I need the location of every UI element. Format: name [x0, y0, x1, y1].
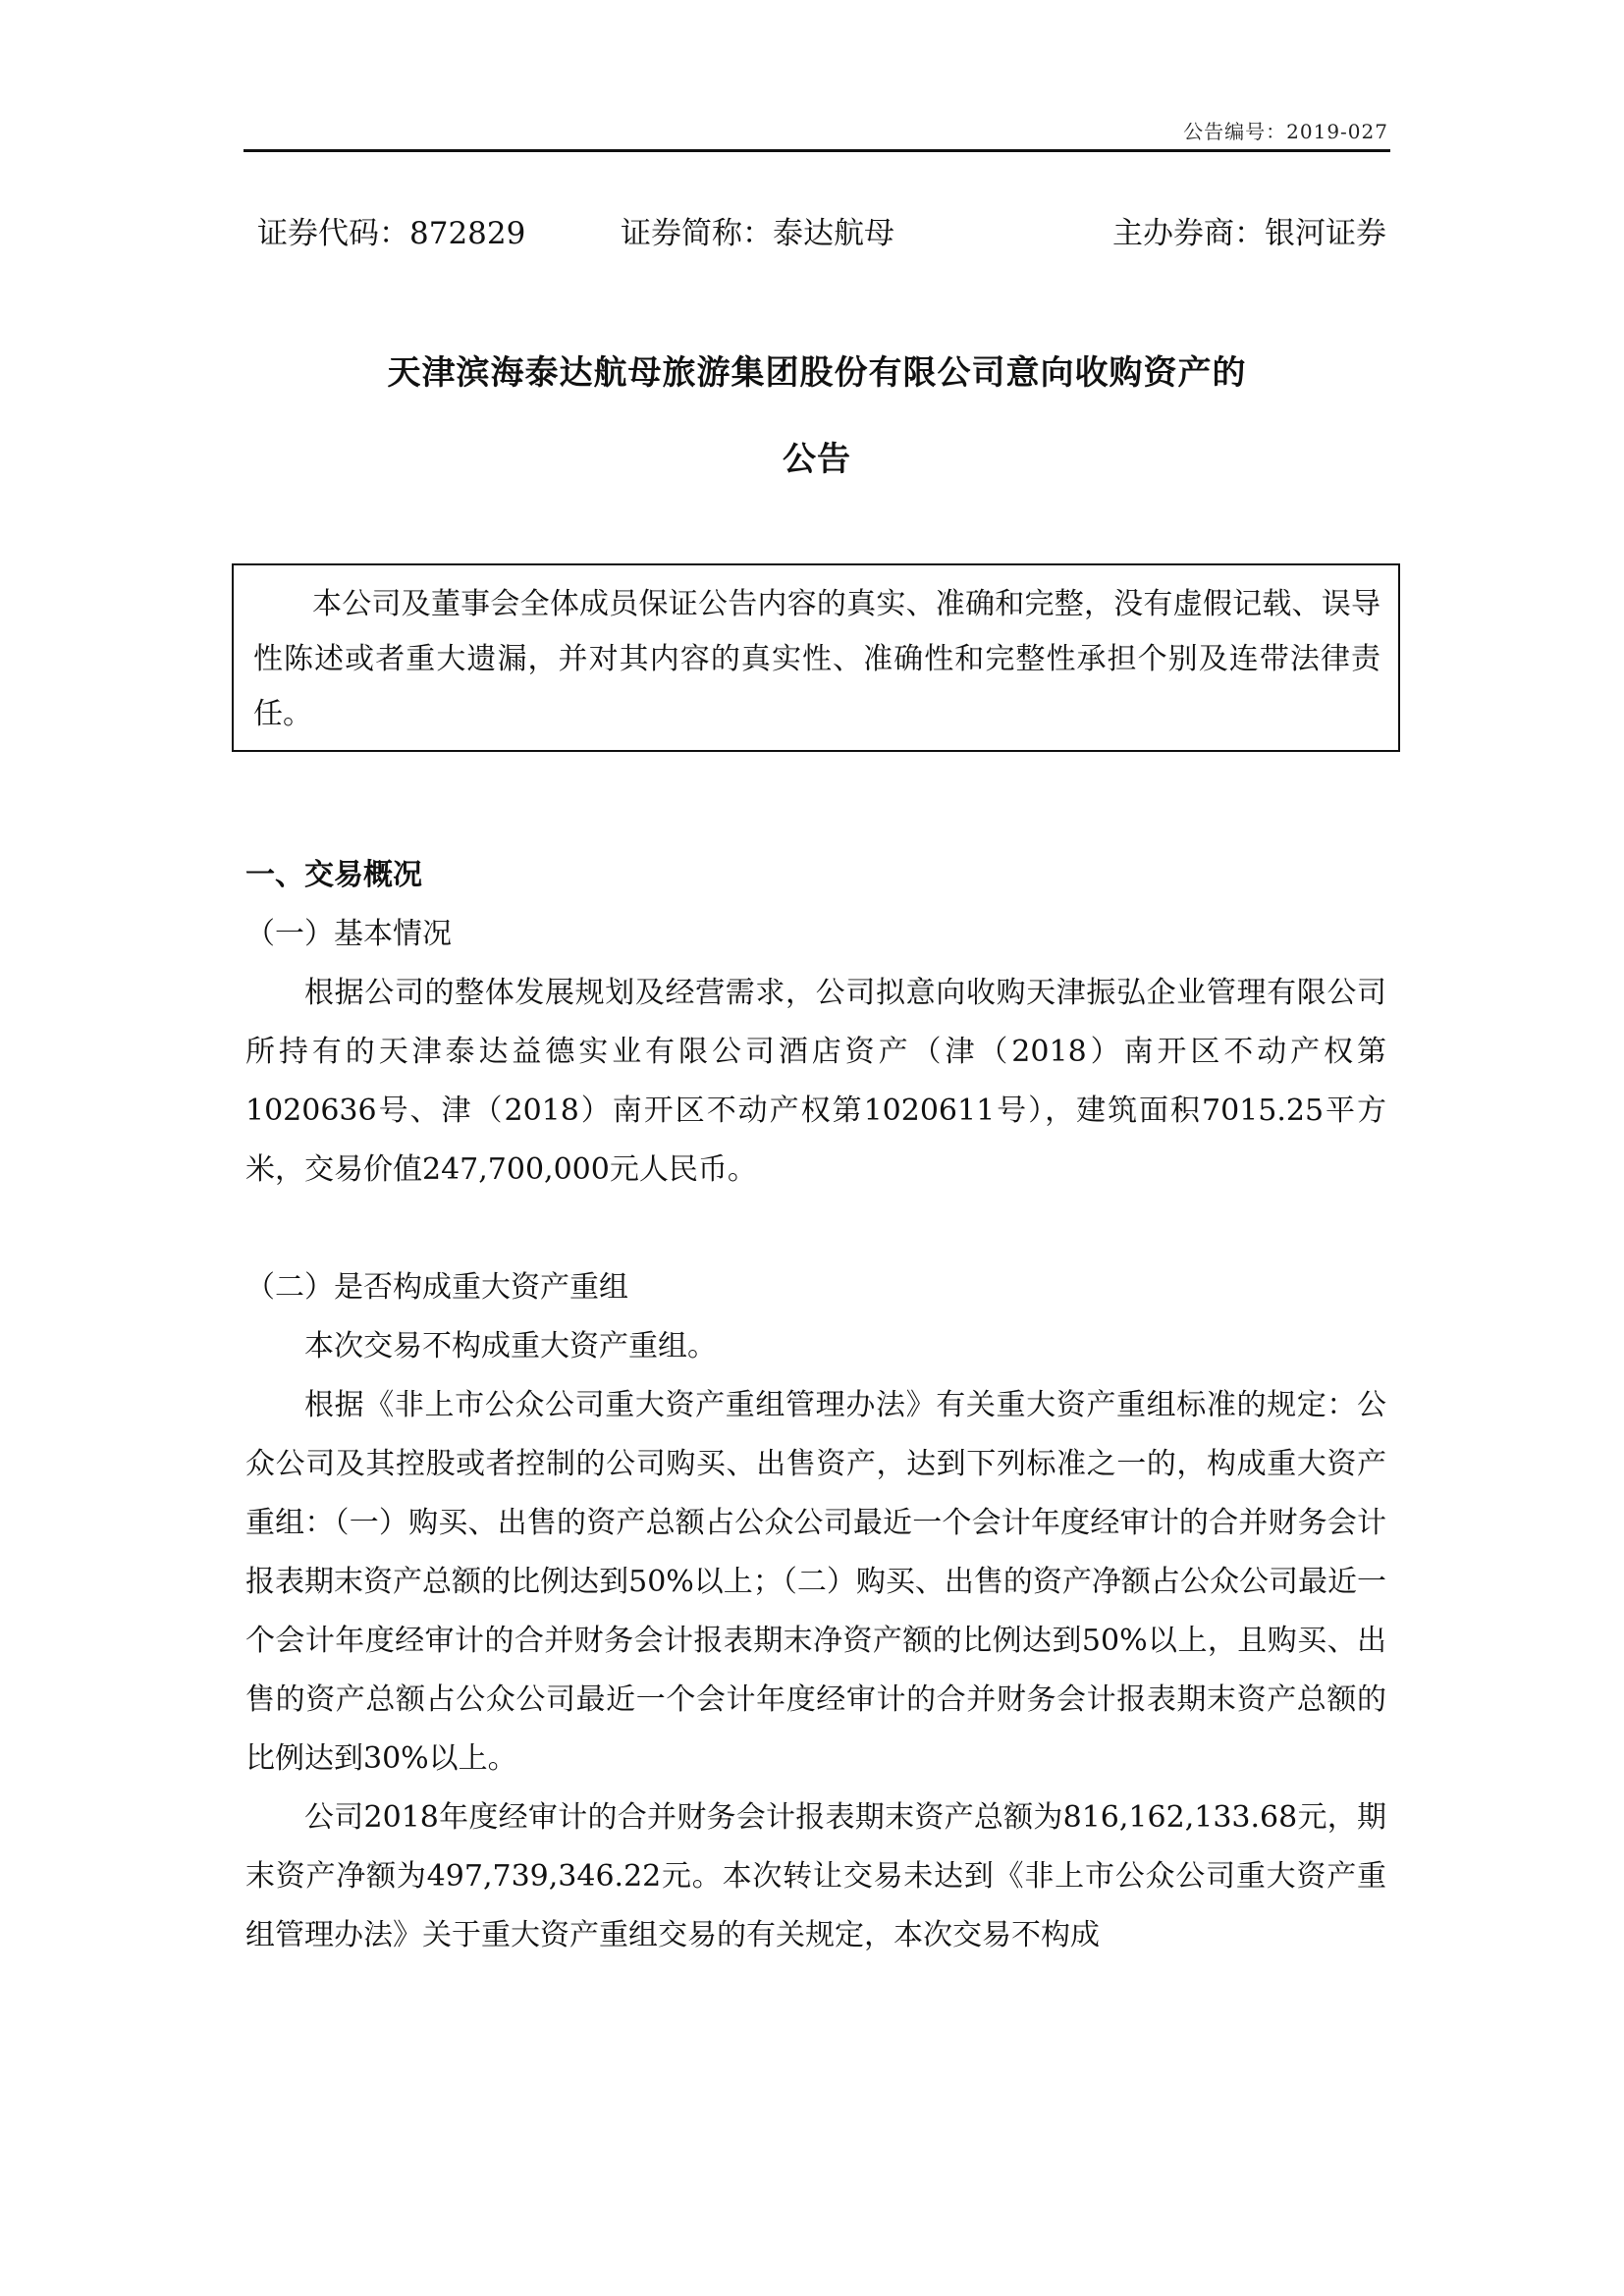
subsection-heading-major-restructuring: （二）是否构成重大资产重组 — [245, 1270, 628, 1305]
paragraph-basic-info: 根据公司的整体发展规划及经营需求，公司拟意向收购天津振弘企业管理有限公司所持有的天津泰达益德实业有限公司酒店资产（津（2018）南开区不动产权第1020636号、津（2018）南开区不动产权第1020611号），建筑面积7015.25平方米，交易价值247,700,000元人民币。 — [245, 976, 1386, 1187]
disclaimer-text: 本公司及董事会全体成员保证公告内容的真实、准确和完整，没有虚假记载、误导性陈述或者重大遗漏，并对其内容的真实性、准确性和完整性承担个别及连带法律责任。 — [253, 587, 1380, 731]
announcement-number: 公告编号：2019-027 — [1183, 120, 1388, 143]
document-body — [245, 846, 1386, 1965]
paragraph-financial-figures: 公司2018年度经审计的合并财务会计报表期末资产总额为816,162,133.68元，期末资产净额为497,739,346.22元。本次转让交易未达到《非上市公众公司重大资产重组管理办法》关于重大资产重组交易的有关规定，本次交易不构成 — [245, 1800, 1386, 1952]
section-heading-transaction-overview: 一、交易概况 — [245, 858, 422, 892]
header-divider — [244, 149, 1390, 152]
document-title: 天津滨海泰达航母旅游集团股份有限公司意向收购资产的 — [387, 353, 1247, 393]
lead-broker: 主办券商：银河证券 — [1112, 216, 1386, 251]
securities-code: 证券代码：872829 — [257, 216, 526, 251]
paragraph-not-major: 本次交易不构成重大资产重组。 — [304, 1329, 717, 1363]
paragraph-spacer — [245, 1200, 1386, 1258]
document-title-line2: 公告 — [783, 440, 851, 479]
subsection-heading-basic-info: （一）基本情况 — [245, 917, 452, 951]
disclaimer-box — [232, 563, 1400, 752]
securities-abbreviation: 证券简称：泰达航母 — [621, 216, 894, 251]
paragraph-regulation-criteria: 根据《非上市公众公司重大资产重组管理办法》有关重大资产重组标准的规定：公众公司及其控股或者控制的公司购买、出售资产，达到下列标准之一的，构成重大资产重组：（一）购买、出售的资产总额占公众公司最近一个会计年度经审计的合并财务会计报表期末资产总额的比例达到50%以上；（二）购买、出售的资产净额占公众公司最近一个会计年度经审计的合并财务会计报表期末净资产额的比例达到50%以上，且购买、出售的资产总额占公众公司最近一个会计年度经审计的合并财务会计报表期末资产总额的比例达到30%以上。 — [245, 1388, 1386, 1776]
